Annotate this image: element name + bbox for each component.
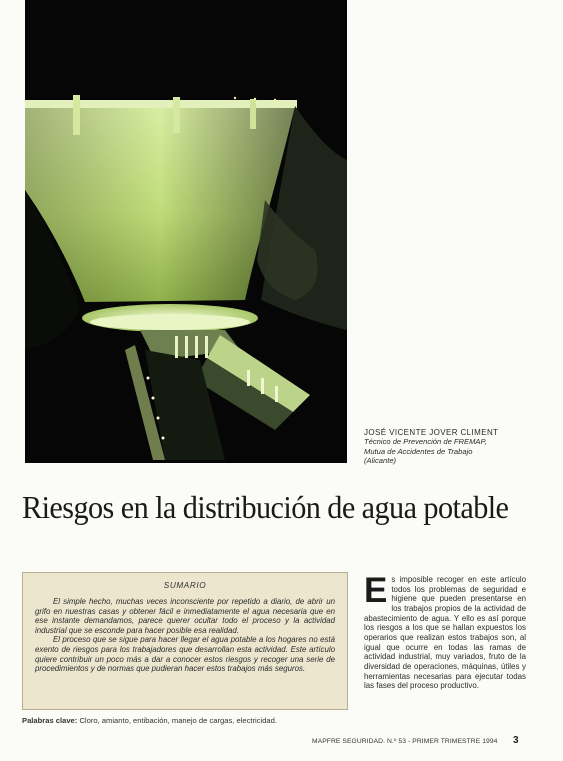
author-role-line: Mutua de Accidentes de Trabajo — [364, 446, 473, 456]
keywords-label: Palabras clave: — [22, 716, 78, 725]
dam-photo — [25, 0, 347, 463]
dam-illustration — [25, 0, 347, 463]
keywords-text: Cloro, amianto, entibación, manejo de cargas, electricidad. — [79, 716, 277, 725]
author-role-line: (Alicante) — [364, 456, 397, 466]
article-title: Riesgos en la distribución de agua potable — [22, 490, 509, 525]
keywords-line — [22, 716, 352, 725]
article-body — [364, 571, 526, 691]
author-byline — [364, 428, 554, 466]
summary-paragraph: El simple hecho, muchas veces inconsciente por repetido a diario, de abrir un grifo en nuestras casas y obtener fácil e inmediatamente el agua necesaria que en ese instante demandamos, parece querer ocultar todo el proceso y la actividad industrial que se esconde para hacer posible esa realidad. — [35, 597, 335, 635]
page-footer: MAPFRE SEGURIDAD. N.º 53 - PRIMER TRIMESTRE 1994 — [312, 738, 498, 745]
author-name: JOSÉ VICENTE JOVER CLIMENT — [364, 428, 499, 437]
drop-cap: E — [364, 571, 388, 610]
summary-box — [22, 572, 348, 710]
summary-paragraph: El proceso que se sigue para hacer llegar el agua potable a los hogares no está exento de riesgos para los trabajadores que desarrollan esta actividad. Este artículo quiere contribuir un poco más a dar a conocer estos riesgos y recoger una serie de procedimientos y de normas que pudieran hacer estos trabajos más seguros. — [35, 635, 335, 674]
author-role-line: Técnico de Prevención de FREMAP, — [364, 437, 487, 447]
summary-title: SUMARIO — [163, 581, 207, 590]
article-body-text: s imposible recoger en este artículo todos los problemas de seguridad e higiene que pueden presentarse en los trabajos propios de la actividad de abastecimiento de agua. Y ello es así porque los riesgos a los que se hallan expuestos los operarios que realizan estos trabajos son, al igual que ocurre en todas las ramas de actividad industrial, muy variados, fruto de la diversidad de operaciones, máquinas, útiles y herramientas necesarias para ejecutar todas las fases del proceso productivo. — [364, 575, 526, 691]
page-number: 3 — [513, 735, 519, 746]
